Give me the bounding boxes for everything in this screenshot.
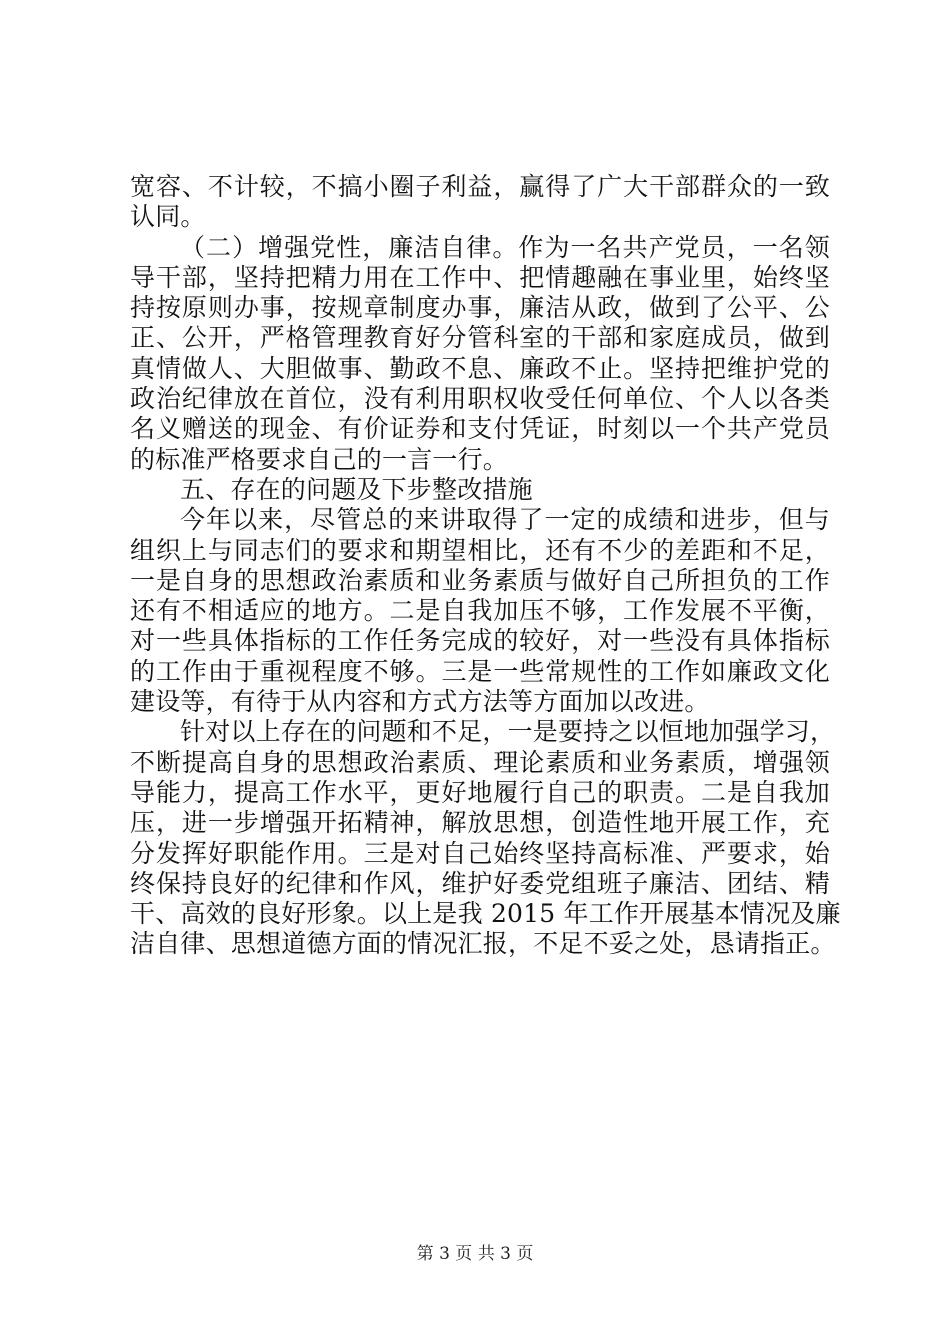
text-line: 分发挥好职能作用。三是对自己始终坚持高标准、严要求，始 [130, 838, 830, 868]
text-line: 导能力，提高工作水平，更好地履行自己的职责。二是自我加 [130, 777, 830, 807]
text-line: （二）增强党性，廉洁自律。作为一名共产党员，一名领 [180, 232, 830, 262]
text-line: 不断提高自身的思想政治素质、理论素质和业务素质，增强领 [130, 747, 830, 777]
text-line: 正、公开，严格管理教育好分管科室的干部和家庭成员，做到 [130, 323, 830, 353]
text-line: 终保持良好的纪律和作风，维护好委党组班子廉洁、团结、精 [130, 868, 830, 898]
text-line: 建设等，有待于从内容和方式方法等方面加以改进。 [130, 687, 710, 717]
text-line: 导干部，坚持把精力用在工作中、把情趣融在事业里，始终坚 [130, 262, 830, 292]
text-line: 针对以上存在的问题和不足，一是要持之以恒地加强学习， [180, 717, 836, 747]
text-line: 真情做人、大胆做事、勤政不息、廉政不止。坚持把维护党的 [130, 353, 830, 383]
text-line: 压，进一步增强开拓精神，解放思想，创造性地开展工作，充 [130, 808, 830, 838]
text-line: 洁自律、思想道德方面的情况汇报，不足不妥之处，恳请指正。 [130, 929, 836, 959]
text-line: 干、高效的良好形象。以上是我 2015 年工作开展基本情况及廉 [130, 899, 841, 929]
text-line: 名义赠送的现金、有价证券和支付凭证，时刻以一个共产党员 [130, 414, 830, 444]
text-line: 宽容、不计较，不搞小圈子利益，赢得了广大干部群众的一致 [130, 172, 830, 201]
text-line: 政治纪律放在首位，没有利用职权收受任何单位、个人以各类 [130, 384, 830, 414]
document-body [130, 172, 841, 960]
text-line: 五、存在的问题及下步整改措施 [180, 474, 533, 504]
text-line: 组织上与同志们的要求和期望相比，还有不少的差距和不足， [130, 535, 830, 565]
text-line: 的工作由于重视程度不够。三是一些常规性的工作如廉政文化 [130, 656, 830, 686]
text-line: 对一些具体指标的工作任务完成的较好，对一些没有具体指标 [130, 626, 830, 656]
text-line: 的标准严格要求自己的一言一行。 [130, 444, 509, 474]
page-footer: 第 3 页 共 3 页 [416, 1244, 534, 1264]
text-line: 一是自身的思想政治素质和业务素质与做好自己所担负的工作 [130, 565, 830, 595]
text-line: 还有不相适应的地方。二是自我加压不够，工作发展不平衡， [130, 596, 830, 626]
text-line: 今年以来，尽管总的来讲取得了一定的成绩和进步，但与 [180, 505, 830, 535]
text-line: 认同。 [130, 202, 206, 232]
text-line: 持按原则办事，按规章制度办事，廉洁从政，做到了公平、公 [130, 293, 830, 323]
